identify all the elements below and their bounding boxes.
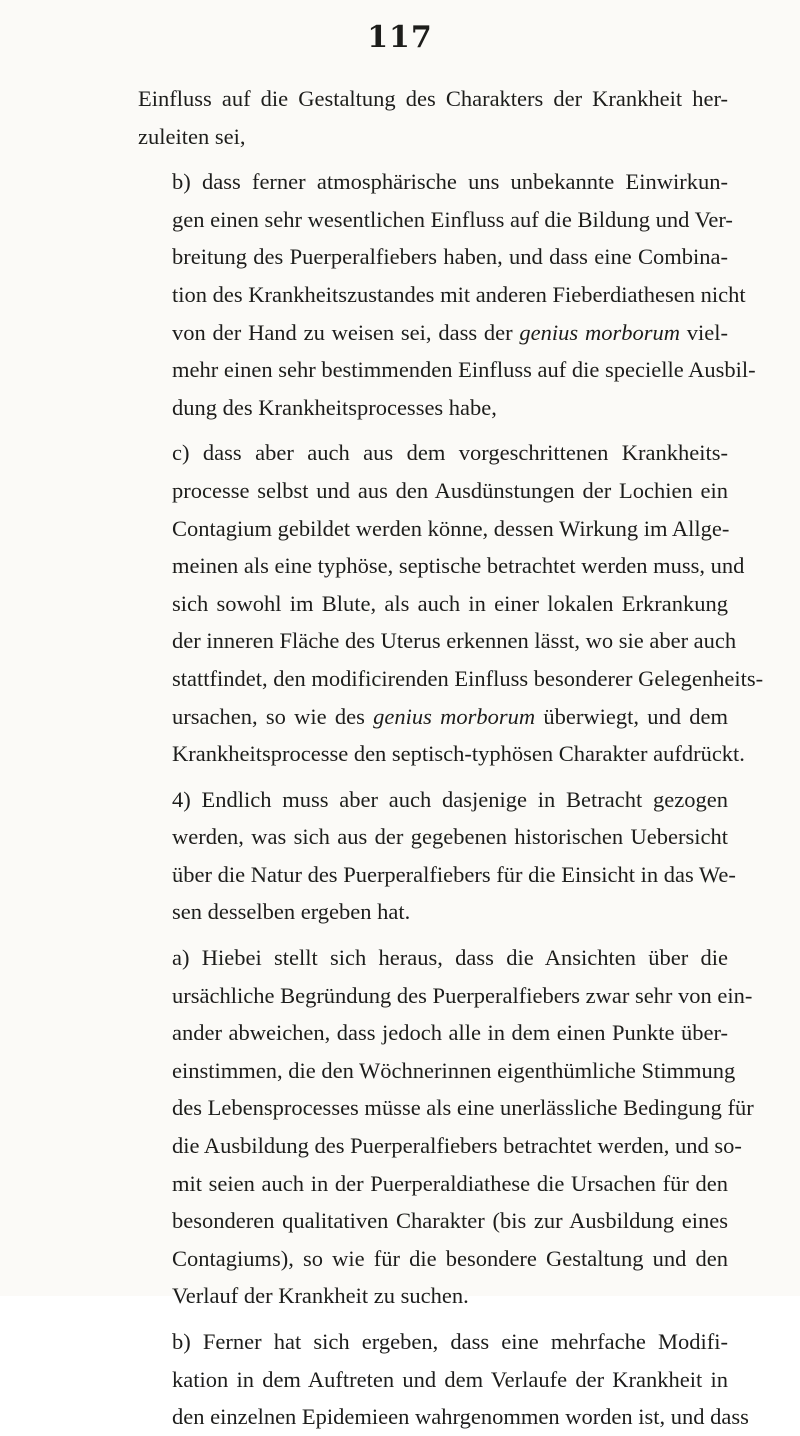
text-line: des Lebensprocesses müsse als eine unerlässliche Bedingung für <box>172 1095 754 1121</box>
text-line: meinen als eine typhöse, septische betrachtet werden muss, und <box>172 553 745 579</box>
text-line: einstimmen, die den Wöchnerinnen eigenthümliche Stimmung <box>172 1057 736 1083</box>
paragraph-4-endlich <box>138 781 736 931</box>
text-line: tion des Krankheitszustandes mit anderen Fieberdiathesen nicht <box>172 281 746 307</box>
paragraph-continuation <box>138 80 728 155</box>
paragraph-b-ferner <box>138 1323 749 1436</box>
text-line: gen einen sehr wesentlichen Einfluss auf die Bildung und Ver- <box>172 206 733 232</box>
text-line: breitung des Puerperalfiebers haben, und dass eine Combina- <box>172 244 728 270</box>
text-line: ander abweichen, dass jedoch alle in dem einen Punkte über- <box>172 1020 728 1046</box>
text-line: dung des Krankheitsprocesses habe, <box>172 394 497 420</box>
text-line: sich sowohl im Blute, als auch in einer lokalen Erkrankung <box>172 590 728 616</box>
text-line: kation in dem Auftreten und dem Verlaufe der Krankheit in <box>172 1366 728 1392</box>
text-line: besonderen qualitativen Charakter (bis zur Ausbildung eines <box>172 1208 728 1234</box>
text-line: die Ausbildung des Puerperalfiebers betrachtet werden, und so- <box>172 1133 742 1159</box>
text-line: über die Natur des Puerperalfiebers für die Einsicht in das We- <box>172 861 736 887</box>
latin-phrase: genius morborum <box>373 703 536 729</box>
text-line: von der Hand zu weisen sei, dass der genius morborum viel- <box>172 319 728 345</box>
text-line: b) dass ferner atmosphärische uns unbekannte Einwirkun- <box>172 169 728 195</box>
latin-phrase: genius morborum <box>519 319 680 345</box>
text-line: zuleiten sei, <box>138 123 246 149</box>
text-line: ursächliche Begründung des Puerperalfiebers zwar sehr von ein- <box>172 982 753 1008</box>
text-line: Einfluss auf die Gestaltung des Charakters der Krankheit her- <box>138 86 728 111</box>
text-line: ursachen, so wie des genius morborum überwiegt, und dem <box>172 703 728 729</box>
text-line: Contagium gebildet werden könne, dessen Wirkung im Allge- <box>172 515 730 541</box>
text-line: mit seien auch in der Puerperaldiathese die Ursachen für den <box>172 1170 728 1196</box>
text-line: der inneren Fläche des Uterus erkennen lässt, wo sie aber auch <box>172 628 737 654</box>
text-line: mehr einen sehr bestimmenden Einfluss auf die specielle Ausbil- <box>172 357 756 383</box>
text-line: Krankheitsprocesse den septisch-typhösen Charakter aufdrückt. <box>172 741 745 767</box>
paragraph-c-contagium <box>138 434 764 772</box>
text-line: 4) Endlich muss aber auch dasjenige in Betracht gezogen <box>172 786 728 812</box>
paragraph-b-atmospheric <box>138 163 756 426</box>
text-line: werden, was sich aus der gegebenen historischen Uebersicht <box>172 824 728 850</box>
text-line: a) Hiebei stellt sich heraus, dass die Ansichten über die <box>172 945 728 971</box>
paragraph-a-hiebei <box>138 939 754 1315</box>
body-text <box>138 80 764 1436</box>
text-line: b) Ferner hat sich ergeben, dass eine mehrfache Modifi- <box>172 1329 728 1354</box>
page-number: 117 <box>367 20 433 55</box>
text-line: Verlauf der Krankheit zu suchen. <box>172 1283 469 1309</box>
text-line: Contagiums), so wie für die besondere Gestaltung und den <box>172 1245 728 1271</box>
text-line: sen desselben ergeben hat. <box>172 899 411 925</box>
text-line: stattfindet, den modificirenden Einfluss besonderer Gelegenheits- <box>172 665 764 691</box>
text-line: c) dass aber auch aus dem vorgeschrittenen Krankheits- <box>172 440 728 466</box>
text-line: processe selbst und aus den Ausdünstungen der Lochien ein <box>172 477 728 503</box>
text-line: den einzelnen Epidemieen wahrgenommen worden ist, und dass <box>172 1404 749 1430</box>
